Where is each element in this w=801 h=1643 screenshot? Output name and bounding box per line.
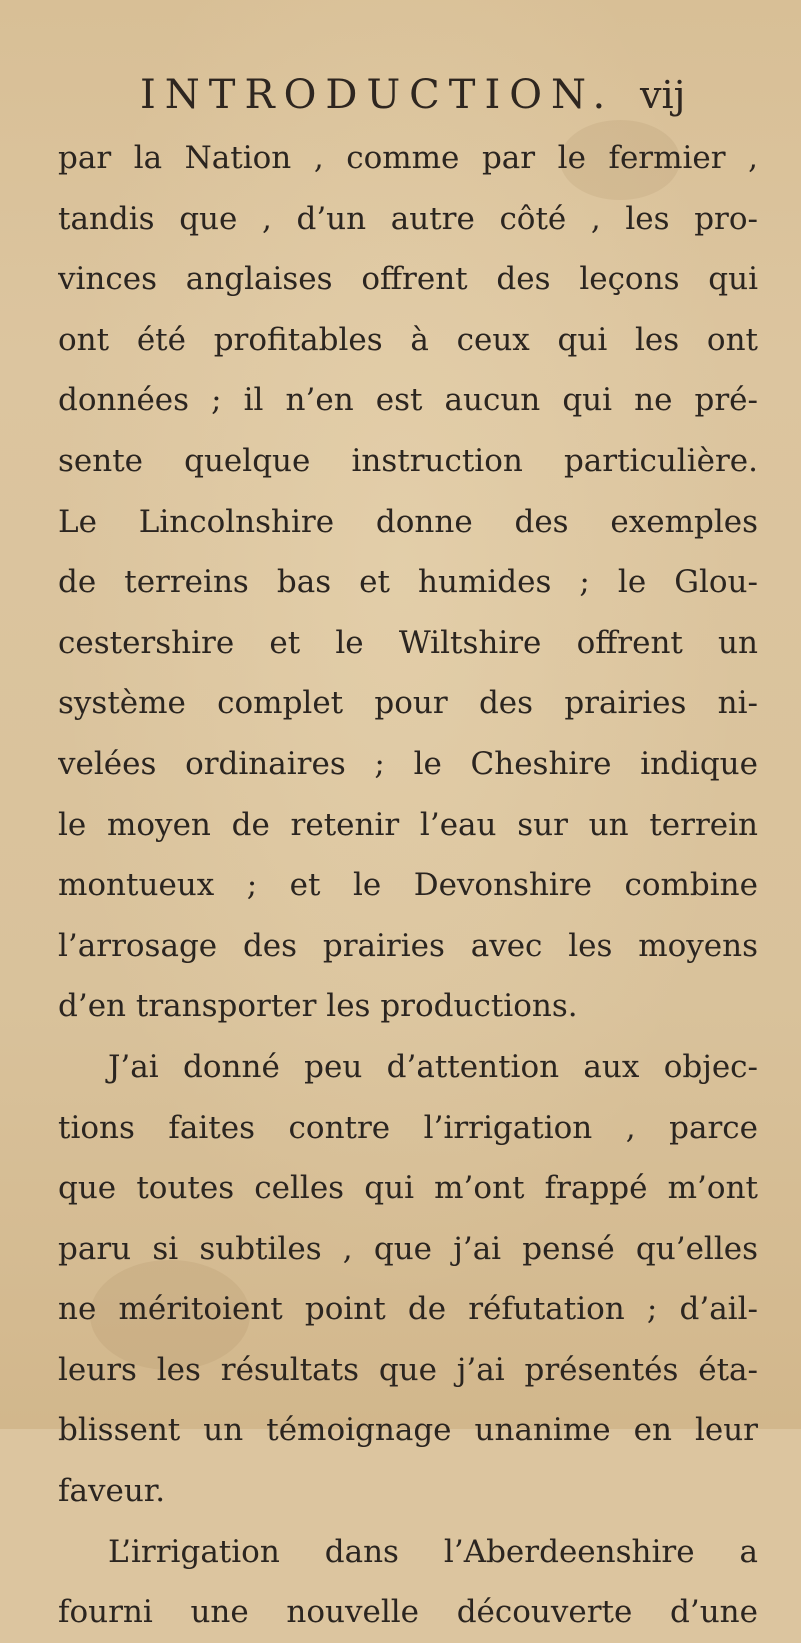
text-line: ne méritoient point de réfutation ; d’ail- [58, 1291, 758, 1328]
text-line: J’ai donné peu d’attention aux objec- [108, 1048, 758, 1085]
text-line: que toutes celles qui m’ont frappé m’ont [58, 1170, 758, 1207]
running-head [0, 70, 801, 120]
text-line: L’irrigation dans l’Aberdeenshire a [108, 1533, 758, 1570]
text-line: fourni une nouvelle découverte d’une [58, 1594, 758, 1631]
text-line: d’en transporter les productions. [58, 988, 578, 1025]
text-line: sente quelque instruction particulière. [58, 442, 758, 479]
text-line: ont été profitables à ceux qui les ont [58, 321, 758, 358]
text-line: montueux ; et le Devonshire combine [58, 867, 758, 904]
text-line: leurs les résultats que j’ai présentés éta- [58, 1351, 758, 1388]
text-line: le moyen de retenir l’eau sur un terrein [58, 806, 758, 843]
text-line: faveur. [58, 1473, 166, 1510]
text-line: vinces anglaises offrent des leçons qui [58, 261, 758, 298]
text-line: tions faites contre l’irrigation , parce [58, 1109, 758, 1146]
text-line: Le Lincolnshire donne des exemples [58, 503, 758, 540]
text-line: cestershire et le Wiltshire offrent un [58, 624, 758, 661]
text-line: blissent un témoignage unanime en leur [58, 1412, 758, 1449]
text-line: système complet pour des prairies ni- [58, 685, 758, 722]
page-number: vij [640, 73, 686, 117]
text-line: de terreins bas et humides ; le Glou- [58, 564, 758, 601]
text-line: l’arrosage des prairies avec les moyens [58, 927, 758, 964]
text-line: paru si subtiles , que j’ai pensé qu’elles [58, 1230, 758, 1267]
text-line: tandis que , d’un autre côté , les pro- [58, 200, 758, 237]
text-line: par la Nation , comme par le fermier , [58, 140, 758, 176]
running-title: INTRODUCTION. [140, 72, 615, 118]
text-line: données ; il n’en est aucun qui ne pré- [58, 382, 758, 419]
body-text [58, 128, 758, 1643]
text-line: velées ordinaires ; le Cheshire indique [58, 745, 758, 782]
